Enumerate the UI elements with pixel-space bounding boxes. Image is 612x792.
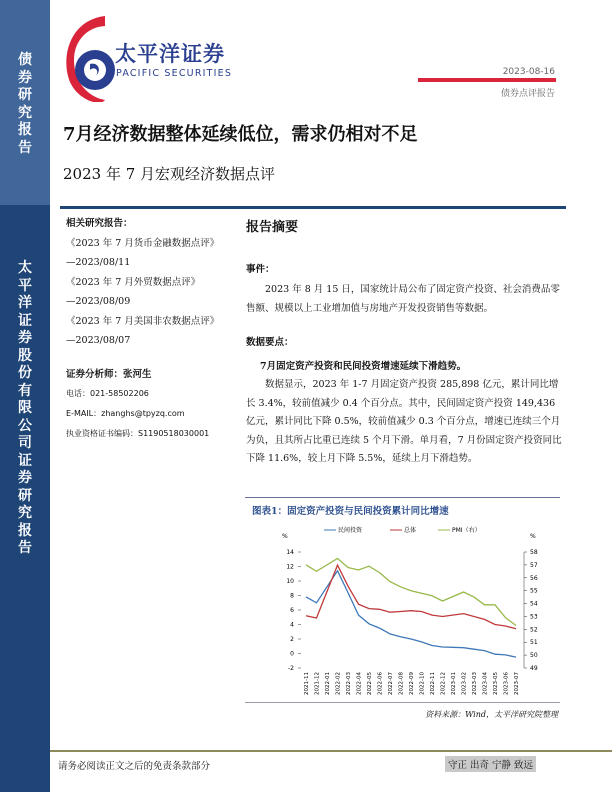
related-report-date: —2023/08/11 bbox=[66, 257, 131, 268]
y-tick-label: 12 bbox=[286, 563, 294, 571]
footer-motto: 守正 出奇 宁静 致远 bbox=[445, 756, 536, 772]
series-line-0 bbox=[306, 571, 516, 657]
sidebar-bottom bbox=[0, 205, 50, 792]
x-tick-label: 2022-08 bbox=[398, 672, 405, 695]
page-subtitle: 2023 年 7 月宏观经济数据点评 bbox=[63, 165, 276, 183]
x-tick-label: 2023-04 bbox=[482, 672, 489, 695]
y-tick-label: 6 bbox=[290, 607, 294, 614]
x-tick-label: 2022-10 bbox=[419, 672, 426, 695]
y-tick-label: 8 bbox=[290, 592, 294, 600]
x-tick-label: 2022-04 bbox=[356, 672, 363, 695]
point1-heading: 7月固定资产投资和民间投资增速延续下滑趋势。 bbox=[260, 361, 467, 372]
related-report-link[interactable]: 《2023 年 7 月货币金融数据点评》 bbox=[66, 237, 220, 249]
related-report-link[interactable]: 《2023 年 7 月外贸数据点评》 bbox=[66, 276, 201, 288]
report-date: 2023-08-16 bbox=[502, 67, 555, 77]
y-tick-label: 0 bbox=[290, 650, 294, 658]
event-heading: 事件： bbox=[246, 264, 275, 275]
analyst-phone: 电话：021-58502206 bbox=[66, 389, 149, 398]
company-logo-icon bbox=[60, 12, 115, 102]
point1-text: 数据显示，2023 年 1-7 月固定资产投资 285,898 亿元，累计同比增长 3.4%，较前值减少 0.4 个百分点。其中，民间固定资产投资 149,436 亿元，累计同比下降 0.5%，较前值减少 0.3 个百分点，增速已连续三个月为负，且其所占比重已连续 5 个月下滑。单月看，7 月份固定资产投资同比下降 11.6%，较上月下降 5.5%，延续上月下滑趋势。 bbox=[246, 379, 562, 464]
y2-tick-label: 52 bbox=[530, 626, 538, 634]
y-tick-label: 10 bbox=[286, 578, 294, 585]
x-tick-label: 2023-06 bbox=[503, 672, 510, 695]
y2-tick-label: 50 bbox=[530, 652, 538, 660]
y2-tick-label: 58 bbox=[530, 549, 538, 556]
series-line-1 bbox=[306, 565, 516, 629]
sidebar-bottom-label: 太平洋证券股份有限公司证券研究报告 bbox=[18, 260, 32, 556]
points-heading: 数据要点： bbox=[246, 337, 294, 348]
x-tick-label: 2021-12 bbox=[314, 672, 321, 695]
y-tick-label: 2 bbox=[290, 636, 294, 643]
related-heading: 相关研究报告： bbox=[66, 218, 133, 229]
x-tick-label: 2023-01 bbox=[451, 672, 457, 695]
legend-label: 民间投资 bbox=[338, 527, 363, 534]
analyst-heading: 证券分析师：张河生 bbox=[66, 368, 152, 380]
y2-tick-label: 49 bbox=[530, 665, 538, 672]
logo-text-en: PACIFIC SECURITIES bbox=[116, 68, 233, 79]
line-chart bbox=[240, 518, 560, 698]
x-tick-label: 2022-01 bbox=[325, 672, 331, 695]
x-tick-label: 2023-05 bbox=[493, 672, 499, 695]
sidebar-top bbox=[0, 0, 50, 205]
report-type: 债券点评报告 bbox=[500, 89, 555, 99]
sidebar-top-label: 债券研究报告 bbox=[18, 52, 32, 156]
footer-rule bbox=[50, 750, 612, 752]
x-tick-label: 2022-06 bbox=[377, 672, 384, 695]
related-reports bbox=[66, 214, 240, 351]
figure-caption: 图表1：固定资产投资与民间投资累计同比增速 bbox=[252, 506, 449, 517]
x-tick-label: 2023-02 bbox=[461, 672, 468, 695]
x-tick-label: 2022-05 bbox=[367, 672, 373, 695]
page-title: 7月经济数据整体延续低位，需求仍相对不足 bbox=[63, 124, 418, 145]
figure-rule bbox=[245, 497, 560, 498]
summary-heading: 报告摘要 bbox=[246, 220, 299, 235]
y-axis-unit: % bbox=[282, 533, 288, 540]
footer-disclaimer: 请务必阅读正文之后的免责条款部分 bbox=[58, 761, 211, 772]
legend-label: 总体 bbox=[404, 527, 417, 534]
analyst-license: 执业资格证书编码：S1190518030001 bbox=[66, 429, 210, 438]
related-report-link[interactable]: 《2023 年 7 月美国非农数据点评》 bbox=[66, 315, 220, 327]
logo-text-cn: 太平洋证券 bbox=[115, 42, 225, 66]
x-tick-label: 2022-03 bbox=[346, 672, 352, 695]
x-tick-label: 2022-07 bbox=[388, 672, 394, 695]
left-column bbox=[66, 214, 240, 444]
series-line-2 bbox=[306, 558, 516, 625]
x-tick-label: 2022-11 bbox=[430, 672, 436, 695]
y2-tick-label: 53 bbox=[530, 613, 538, 621]
related-report-date: —2023/08/07 bbox=[66, 335, 131, 346]
figure-source: 资料来源：Wind，太平洋研究院整理 bbox=[425, 710, 558, 719]
y2-tick-label: 51 bbox=[530, 639, 538, 647]
y-tick-label: 4 bbox=[290, 621, 294, 629]
event-text: 2023 年 8 月 15 日，国家统计局公布了固定资产投资、社会消费品零售额、规模以上工业增加值与房地产开发投资销售等数据。 bbox=[246, 284, 560, 314]
x-tick-label: 2022-12 bbox=[440, 672, 447, 695]
x-tick-label: 2022-02 bbox=[335, 672, 342, 695]
y2-tick-label: 55 bbox=[530, 587, 538, 595]
y-tick-label: -2 bbox=[288, 665, 294, 672]
y-tick-label: 14 bbox=[286, 549, 294, 556]
y2-tick-label: 54 bbox=[530, 600, 538, 608]
x-tick-label: 2022-09 bbox=[409, 672, 415, 695]
related-report-date: —2023/08/09 bbox=[66, 296, 131, 307]
analyst-email[interactable]: E-MAIL：zhanghs@tpyzq.com bbox=[66, 409, 185, 418]
y2-tick-label: 56 bbox=[530, 574, 538, 582]
x-tick-label: 2023-07 bbox=[514, 672, 520, 695]
analyst-info bbox=[66, 365, 240, 445]
y2-tick-label: 57 bbox=[530, 561, 538, 569]
header-red-rule bbox=[418, 78, 556, 82]
y2-axis-unit: % bbox=[530, 533, 536, 540]
x-tick-label: 2023-03 bbox=[472, 672, 478, 695]
x-tick-label: 2021-11 bbox=[304, 672, 310, 695]
legend-label: PMI（右） bbox=[452, 527, 481, 534]
divider bbox=[60, 206, 566, 209]
figure-bottom-rule bbox=[245, 702, 560, 703]
